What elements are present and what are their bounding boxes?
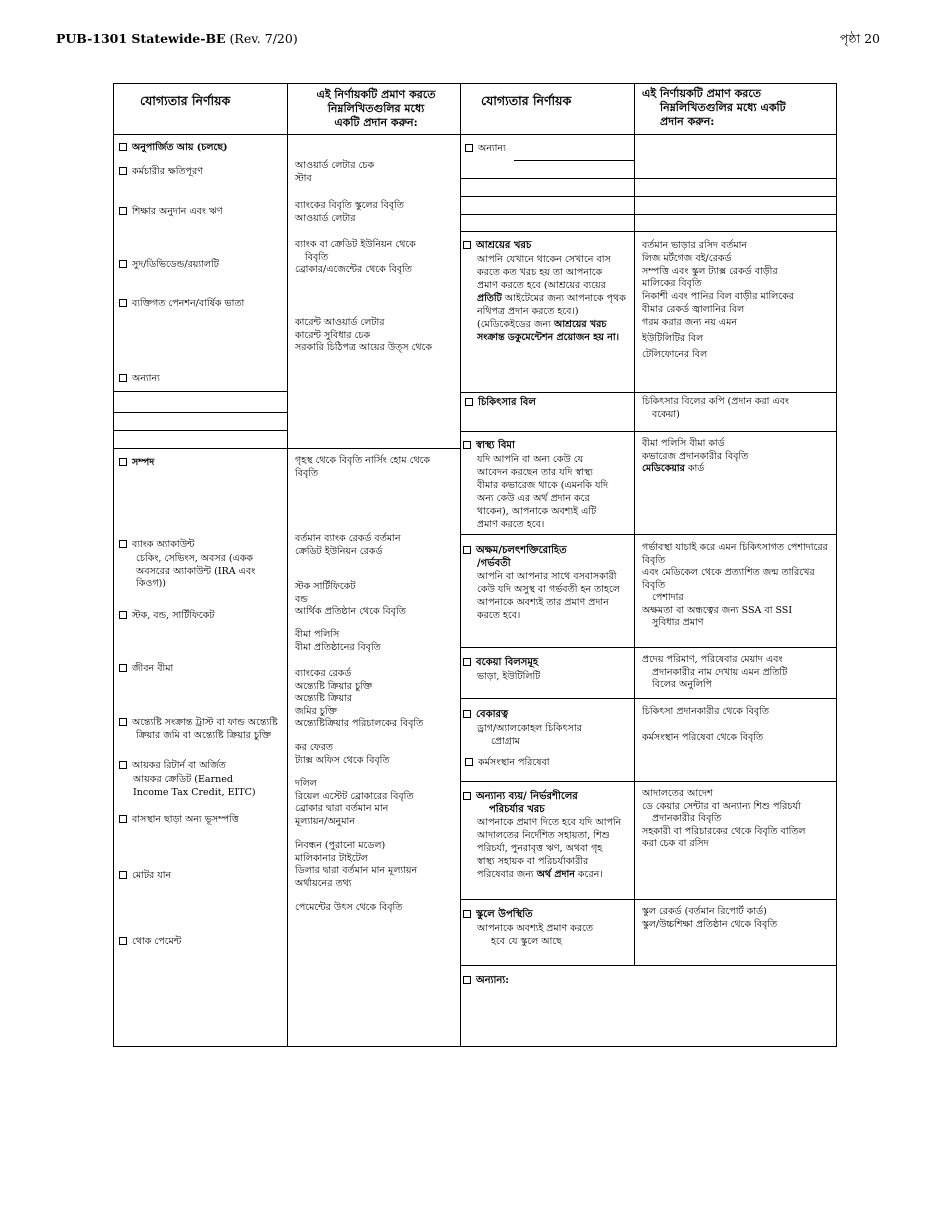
text-line: অন্য কেউ এর অর্থ প্রদান করে	[477, 492, 590, 504]
checkbox-icon[interactable]	[119, 937, 127, 945]
proof-home	[295, 455, 430, 480]
text-line: রিয়েল এস্টেট ব্রোকারের বিবৃতি	[295, 790, 414, 802]
column-header-criteria: যোগ্যতার নির্ণায়ক	[140, 93, 231, 108]
checkbox-icon[interactable]	[119, 260, 127, 268]
text-line: আবেদন করছেন তার যদি স্বাস্থ্য	[477, 466, 593, 478]
text-line: স্বাস্থ্য সহায়ক বা পরিচর্যাকারীর	[477, 856, 589, 867]
checkbox-education-grant[interactable]	[119, 206, 223, 219]
text-line: বিবৃতি	[642, 579, 666, 591]
checkbox-pension[interactable]	[119, 298, 244, 311]
text-line: ট্যাক্স অফিস থেকে বিবৃতি	[295, 754, 390, 766]
text-line: বিবৃতি	[642, 554, 666, 566]
text-line: আওয়ার্ড লেটার	[295, 212, 356, 224]
label-text: অর্থ প্রদান	[536, 869, 575, 880]
proof-medical	[642, 396, 789, 421]
text-line: বিবৃতি	[295, 467, 319, 479]
text-line: মালিকের বিবৃতি	[642, 278, 702, 290]
label-text: ব্যক্তিগত পেনশন/বার্ষিক ভাতা	[132, 298, 245, 309]
burial-desc	[136, 730, 271, 743]
table-rule	[461, 647, 836, 648]
section-school	[463, 909, 593, 948]
proof-vehicle	[295, 840, 417, 890]
proof-health	[642, 438, 748, 476]
table-rule	[461, 392, 836, 393]
text-line: আদালতের নির্দেশিত সহায়তা, শিশু	[477, 830, 610, 841]
text-line: ক্রেডিট ইউনিয়ন রেকর্ড	[295, 545, 383, 557]
checkbox-icon[interactable]	[119, 761, 127, 769]
column-divider	[634, 84, 635, 965]
text-line: সরকারি চিঠিপত্র আয়ের উত্স থেকে	[295, 342, 432, 353]
checkbox-icon[interactable]	[119, 299, 127, 307]
label-text: PUB-1301 Statewide-BE	[56, 31, 226, 46]
proof-lump	[295, 902, 402, 915]
proof-tax	[295, 742, 390, 767]
checkbox-burial[interactable]	[119, 717, 278, 730]
text-line: সহকারী বা পরিচারকের থেকে বিবৃতি বাতিল	[642, 825, 806, 837]
text-line: আর্থিক প্রতিষ্ঠান থেকে বিবৃতি	[295, 606, 406, 617]
proof-award	[295, 160, 374, 185]
text-line: অর্থায়নের তথ্য	[295, 877, 352, 889]
checkbox-icon[interactable]	[463, 241, 471, 249]
proof-current	[295, 317, 432, 355]
text-line: অবসরের অ্যাকাউন্ট (IRA এবং	[136, 565, 256, 577]
table-rule	[461, 231, 836, 232]
section-disabled: অক্ষম/চলৎশক্তিরোহিত /গর্ভবতী আপনি বা আপনার সাথে বসবাসকারী কেউ যদি অসুস্থ বা গর্ভবতী হন তাহলে আপনাকে অবশ্যই তার প্রমাণ প্রদান করতে হবে।	[463, 545, 620, 622]
checkbox-shelter[interactable]	[463, 240, 626, 253]
text-line: নিম্নলিখিতগুলির মধ্যে একটি	[660, 101, 786, 114]
checkbox-other-expenses[interactable]	[463, 975, 509, 988]
text-line: করতে হবে।	[477, 610, 521, 621]
table-rule	[114, 391, 287, 392]
proof-school	[642, 906, 777, 931]
text-line: চিকিৎসার বিলের কপি (প্রদান করা এবং	[642, 396, 790, 407]
label-text: অন্যান্য	[478, 143, 506, 154]
checkbox-icon[interactable]	[119, 540, 127, 548]
text-line: প্রোগ্রাম	[491, 735, 520, 747]
section-bills	[463, 657, 540, 683]
text-line: ডিলার দ্বারা বর্তমান মান মূল্যায়ন	[295, 865, 418, 876]
text-line	[477, 305, 626, 318]
text-line: আদালতের আদেশ	[642, 788, 713, 799]
label-text: অন্যান্য:	[476, 975, 509, 986]
label-text: পরিষেবার জন্য	[477, 869, 537, 880]
text-line: প্রদান করুন:	[660, 115, 715, 128]
table-rule	[514, 160, 634, 161]
text-line: অন্ত্যেষ্টি ক্রিয়ার চুক্তি	[295, 680, 373, 692]
table-rule	[461, 431, 836, 432]
text-line: কারেন্ট আওয়ার্ড লেটার	[295, 317, 385, 328]
text-line: প্রমাণ করতে হবে।	[477, 518, 545, 530]
table-rule	[461, 781, 836, 782]
label-text: বাসস্থান ছাড়া অন্য ভূসম্পত্তি	[132, 814, 239, 825]
checkbox-bank-account[interactable]	[119, 539, 195, 552]
checkbox-icon[interactable]	[119, 207, 127, 215]
text-line: করা চেক বা রসিদ	[642, 838, 709, 849]
proof-bills	[642, 654, 787, 692]
checkbox-icon[interactable]	[119, 143, 127, 151]
table-rule	[461, 214, 836, 215]
label-text: বেকারত্ব	[476, 709, 509, 720]
text-line: পেমেন্টের উৎস থেকে বিবৃতি	[295, 902, 403, 913]
label-text: আয়কর রিটার্ন বা অর্জিত	[132, 760, 226, 771]
checkbox-school[interactable]	[463, 909, 593, 922]
label-text: প্রতিটি	[477, 292, 502, 304]
checkbox-vehicle[interactable]	[119, 870, 171, 883]
text-line: এই নির্ণায়কটি প্রমাণ করতে	[316, 88, 436, 101]
checkbox-icon[interactable]	[119, 167, 127, 175]
checkbox-icon[interactable]	[119, 374, 127, 382]
text-line: কর্মসংস্থান পরিষেবা থেকে বিবৃতি	[642, 731, 764, 743]
text-line: চিকিৎসা প্রদানকারীর থেকে বিবৃতি	[642, 706, 770, 717]
label-text: সম্পদ	[132, 457, 155, 468]
text-line: আয়কর ক্রেডিট (Earned	[133, 774, 233, 785]
checkbox-medical-bills[interactable]	[465, 397, 536, 410]
label-text: কার্ড	[684, 463, 705, 474]
label-text: থোক পেমেন্ট	[132, 936, 182, 947]
checkbox-icon[interactable]	[119, 718, 127, 726]
text-line: স্টাব	[295, 172, 312, 184]
checkbox-icon[interactable]	[463, 792, 471, 800]
text-line: গরম করার জন্য নয় এমন	[642, 316, 738, 328]
text-line: ব্রোকার/এজেন্টের থেকে বিবৃতি	[295, 264, 412, 275]
checkbox-life-insurance[interactable]	[119, 663, 173, 676]
text-line: একটি প্রদান করুন:	[334, 116, 418, 129]
text-line: স্কুল/উচ্চশিক্ষা প্রতিষ্ঠান থেকে বিবৃতি	[642, 918, 778, 930]
section-other	[463, 975, 509, 988]
proof-unemployed	[642, 706, 769, 744]
checkbox-assets[interactable]	[119, 457, 154, 470]
checkbox-icon[interactable]	[463, 710, 471, 718]
text-line: আওয়ার্ড লেটার চেক	[295, 160, 375, 171]
label-text: নথিপত্র প্রদান করতে হবে।)	[477, 305, 579, 317]
label-text: সুদ/ডিভিডেন্ড/রয়্যালটি	[132, 259, 219, 270]
header-divider	[114, 134, 460, 135]
label-text: স্টক, বন্ড, সার্টিফিকেট	[132, 610, 215, 621]
label-text: আশ্রয়ের খরচ	[476, 240, 532, 251]
checkbox-icon[interactable]	[119, 815, 127, 823]
table-rule	[461, 134, 836, 135]
text-line: পেশাদার	[652, 592, 684, 603]
label-text: ব্যাংক অ্যাকাউন্ট	[132, 539, 195, 550]
text-line	[477, 868, 621, 881]
checkbox-disabled[interactable]	[463, 545, 620, 558]
text-line: অন্ত্যেষ্টিক্রিয়ার পরিচালকের বিবৃতি	[295, 718, 424, 729]
table-rule	[461, 899, 836, 900]
text-line: ব্যাংকের বিবৃতি স্কুলের বিবৃতি	[295, 200, 404, 211]
checkbox-icon[interactable]	[465, 144, 473, 152]
text-line: বীমার কভারেজ থাকে (এমনকি যদি	[477, 479, 609, 491]
text-line	[477, 292, 626, 305]
column-header-proof	[296, 88, 456, 130]
label-text: শিক্ষার অনুদান এবং ঋণ	[132, 206, 223, 217]
text-line	[642, 463, 748, 476]
text-line: ক্রিয়ার জমি বা অন্ত্যেষ্টি ক্রিয়ার চুক্তি	[136, 730, 271, 741]
text-line: কর ফেরত	[295, 742, 334, 753]
text-line: গর্ভাবস্থা যাচাই করে এমন চিকিৎসাগত পেশাদারের	[642, 542, 828, 553]
checkbox-icon[interactable]	[463, 441, 471, 449]
label-text: আপনি যেখানে থাকেন সেখানে বাস	[477, 253, 611, 265]
section-divider	[114, 448, 460, 449]
text-line: মালিকানার টাইটেল	[295, 852, 368, 864]
text-line: আপনি বা আপনার সাথে বসবাসকারী	[477, 571, 617, 582]
table-rule	[461, 534, 836, 535]
label-text: জীবন বীমা	[132, 663, 174, 674]
label-text: কর্মসংস্থান পরিষেবা	[478, 757, 550, 768]
column-header-proof	[642, 87, 827, 129]
label-text: অক্ষম/চলৎশক্তিরোহিত	[476, 545, 567, 556]
text-line: সম্পত্তি এবং স্কুল ট্যাক্স রেকর্ড বাড়ীর	[642, 265, 778, 277]
label-text: করেন।	[574, 869, 603, 880]
text-line: বন্ড	[295, 593, 308, 605]
checkbox-tax[interactable]	[119, 760, 226, 773]
checkbox-stocks[interactable]	[119, 610, 214, 623]
checkbox-icon[interactable]	[463, 976, 471, 984]
text-line: স্টক সার্টিফিকেট	[295, 581, 356, 592]
checkbox-real-estate[interactable]	[119, 814, 239, 827]
table-rule	[461, 965, 836, 966]
page-number: পৃষ্ঠা 20	[839, 31, 880, 46]
label-text: মোটর যান	[132, 870, 172, 881]
proof-credit	[295, 239, 416, 277]
text-line: বীমা পলিসি	[295, 629, 340, 640]
text-line: বর্তমান ব্যাংক রেকর্ড বর্তমান	[295, 533, 401, 544]
text-line: টেলিফোনের বিল	[642, 349, 708, 361]
proof-bank	[295, 200, 404, 225]
proof-stock	[295, 581, 406, 619]
text-line: প্রদানকারীর নাম দেখায় এমন প্রতিটি	[652, 666, 788, 678]
text-line: আপনাকে অবশ্যই প্রমাণ করতে	[477, 922, 593, 934]
checkbox-icon[interactable]	[465, 758, 473, 766]
text-line: বীমা পলিসি বীমা কার্ড	[642, 438, 725, 449]
text-line: ব্যাংকের রেকর্ড	[295, 668, 352, 679]
checkbox-workers-comp[interactable]	[119, 166, 203, 179]
checkbox-icon[interactable]	[463, 546, 471, 554]
table-rule	[461, 196, 836, 197]
text-line	[477, 318, 626, 331]
text-line: হবে যে স্কুলে আছে	[491, 935, 562, 947]
text-line: বকেয়া)	[652, 408, 680, 420]
text-line: থাকেন), আপনাকে অবশ্যই এটি	[477, 505, 597, 517]
text-line: বিলের অনুলিপি	[652, 679, 713, 690]
text-line: বীমা প্রতিষ্ঠানের বিবৃতি	[295, 641, 381, 653]
checkbox-health-insurance[interactable]	[463, 440, 608, 453]
text-line: বর্তমান ভাড়ার রসিদ বর্তমান	[642, 240, 748, 251]
text-line: স্কুল রেকর্ড (বর্তমান রিপোর্ট কার্ড)	[642, 906, 767, 917]
checkbox-icon[interactable]	[463, 910, 471, 918]
text-line: ডে কেয়ার সেন্টার বা অন্যান্য শিশু পরিচর্যা	[642, 800, 801, 812]
label-text: অন্ত্যেষ্টি সংক্রান্ত ট্রাস্ট বা ফান্ড অন্ত্যেষ্টি	[132, 717, 278, 728]
text-line: এই নির্ণায়কটি প্রমাণ করতে	[642, 87, 762, 100]
text-line: অক্ষমতা বা অন্ধত্বের জন্য SSA বা SSI	[642, 604, 793, 616]
text-line: বিবৃতি	[305, 251, 329, 263]
table-rule	[114, 430, 287, 431]
table-rule	[461, 178, 836, 179]
section-shelter	[463, 240, 626, 344]
table-rule	[461, 698, 836, 699]
text-line: ড্রাগ/অ্যালকোহল চিকিৎসার	[477, 722, 582, 734]
text-line: দলিল	[295, 778, 317, 789]
proof-dependent-care	[642, 788, 806, 851]
label-text: (Rev. 7/20)	[229, 31, 298, 46]
checkbox-icon[interactable]	[119, 871, 127, 879]
label-text: কর্মচারীর ক্ষতিপূরণ	[132, 166, 203, 177]
label-text: অনুপার্জিত আয় (চলছে)	[132, 142, 228, 153]
text-line: আপনাকে প্রমাণ দিতে হবে যদি আপনি	[477, 817, 622, 828]
checkbox-icon[interactable]	[119, 664, 127, 672]
proof-disabled	[642, 542, 828, 630]
label-text: করতে কত খরচ হয় তা আপনাকে	[477, 266, 603, 278]
text-line: চেকিং, সেভিংস, অবসর (একক	[136, 553, 254, 564]
text-line	[477, 266, 626, 279]
text-line: জমির চুক্তি	[295, 705, 337, 717]
text-line: গৃহস্থ থেকে বিবৃতি নার্সিং হোম থেকে	[295, 455, 431, 466]
text-line: মূল্যায়ন/অনুমান	[295, 815, 355, 827]
text-line: বীমার রেকর্ড জ্বালানির বিল	[642, 303, 745, 315]
text-line	[477, 253, 626, 266]
section-unemployed	[463, 709, 582, 748]
label-text: স্কুলে উপস্থিতি	[476, 909, 533, 920]
right-table	[460, 83, 837, 1047]
section-health-insurance	[463, 440, 608, 531]
label-text: আশ্রয়ের খরচ	[553, 318, 607, 330]
checkbox-other[interactable]	[119, 373, 160, 386]
label-text: আইটেমের জন্য আপনাকে পৃথক	[501, 292, 626, 304]
table-rule	[114, 412, 287, 413]
text-line: Income Tax Credit, EITC)	[133, 786, 256, 798]
checkbox-unemployed[interactable]	[463, 709, 582, 722]
proof-life	[295, 629, 381, 654]
text-line: সুবিধার প্রমাণ	[652, 617, 704, 628]
proof-real-estate	[295, 778, 414, 828]
left-table	[113, 83, 461, 1047]
text-line: ভাড়া, ইউটিলিটি	[477, 670, 541, 682]
proof-bank-record	[295, 533, 401, 558]
label-text: প্রমাণ করতে হবে (আশ্রয়ের ব্যয়ের	[477, 279, 606, 291]
text-line: ব্যাংক বা ক্রেডিট ইউনিয়ন থেকে	[295, 239, 416, 250]
checkbox-icon[interactable]	[119, 611, 127, 619]
column-divider	[287, 84, 288, 1046]
form-id	[56, 31, 298, 46]
bank-account-desc	[136, 553, 255, 591]
text-line: প্রদানকারীর বিবৃতি	[652, 813, 722, 824]
checkbox-interest[interactable]	[119, 259, 219, 272]
label-text: মেডিকেয়ার	[642, 463, 685, 474]
text-line: অন্ত্যেষ্টি ক্রিয়ার	[295, 693, 353, 704]
checkbox-other[interactable]	[465, 143, 506, 156]
label-text: সংক্রান্ত ডকুমেন্টেশন প্রয়োজন হয় না।	[477, 331, 619, 343]
section-medical	[465, 397, 536, 410]
label-text: বকেয়া বিলসমূহ	[476, 657, 539, 668]
checkbox-lump-sum[interactable]	[119, 936, 181, 949]
tax-desc	[133, 774, 256, 799]
label-text: অন্যান্য ব্যয়/ নির্ভরশীলের	[476, 791, 578, 802]
checkbox-icon[interactable]	[465, 398, 473, 406]
checkbox-bills[interactable]	[463, 657, 540, 670]
checkbox-icon[interactable]	[119, 458, 127, 466]
text-line	[477, 331, 626, 344]
text-line: কিওগ))	[136, 578, 166, 589]
text-line: ব্রোকার দ্বারা বর্তমান মান	[295, 803, 389, 814]
checkbox-dependent-care[interactable]	[463, 791, 621, 804]
section-dependent-care: অন্যান্য ব্যয়/ নির্ভরশীলের পরিচর্যার খরচ আপনাকে প্রমাণ দিতে হবে যদি আপনি আদালতের নির্দেশিত সহায়তা, শিশু পরিচর্যা, পুনরাবৃত্ত ঋণ, অথবা গৃহ স্বাস্থ্য সহায়ক বা পরিচর্যাকারীর পরিষেবার জন্য অর্থ প্রদান করেন।	[463, 791, 621, 881]
column-header-criteria: যোগ্যতার নির্ণায়ক	[481, 93, 572, 108]
text-line	[477, 279, 626, 292]
text-line: কভারেজ প্রদানকারীর বিবৃতি	[642, 450, 749, 462]
proof-burial	[295, 668, 423, 731]
text-line: লিজ মর্টগেজ বই/রেকর্ড	[642, 252, 732, 264]
text-line: নিকাশী এবং পানির বিল বাড়ীর মালিকের	[642, 291, 795, 303]
text-line: এবং মেডিকেল থেকে প্রত্যাশিত জন্ম তারিখের	[642, 567, 815, 578]
label-text: (মেডিকেইডের জন্য	[477, 318, 554, 330]
text-line: নিম্নলিখিতগুলির মধ্যে	[327, 102, 425, 115]
text-line: নিবন্ধন (পুরানো মডেল)	[295, 840, 386, 851]
checkbox-icon[interactable]	[463, 658, 471, 666]
label-text: স্বাস্থ্য বিমা	[476, 440, 515, 451]
text-line: কারেন্ট সুবিধার চেক	[295, 329, 371, 341]
proof-shelter	[642, 240, 794, 362]
text-line: কেউ যদি অসুস্থ বা গর্ভবতী হন তাহলে	[477, 584, 620, 595]
checkbox-employment-services[interactable]	[465, 757, 550, 770]
checkbox-unearned-income[interactable]	[119, 142, 228, 155]
text-line: প্রদেয় পরিমাণ, পরিষেবার মেয়াদ এবং	[642, 654, 783, 665]
text-line: ইউটিলিটির বিল	[642, 332, 704, 344]
text-line: আপনাকে অবশ্যই তার প্রমাণ প্রদান	[477, 597, 609, 608]
text-line: যদি আপনি বা অন্য কেউ যে	[477, 453, 584, 465]
label-text: অন্যান্য	[132, 373, 160, 384]
text-line: পরিচর্যা, পুনরাবৃত্ত ঋণ, অথবা গৃহ	[477, 843, 603, 854]
label-text: চিকিৎসার বিল	[478, 397, 536, 408]
